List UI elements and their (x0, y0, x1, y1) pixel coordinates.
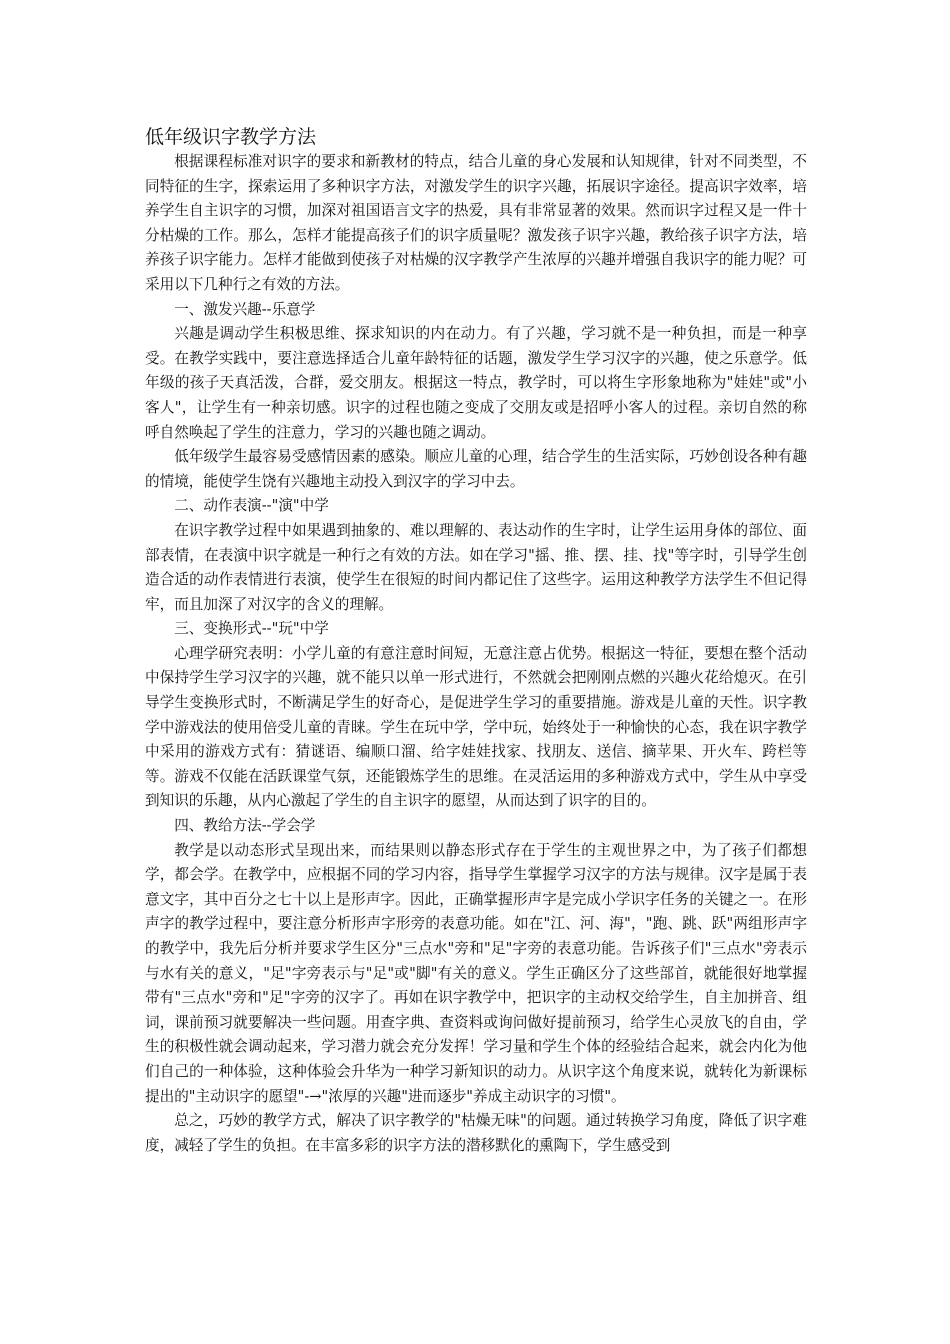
document-page (145, 124, 807, 1158)
section-1-paragraph-2: 低年级学生最容易受感情因素的感染。顺应儿童的心理，结合学生的生活实际，巧妙创设各种有趣的情境，能使学生饶有兴趣地主动投入到汉字的学习中去。 (145, 448, 807, 490)
document-title: 低年级识字教学方法 (145, 126, 317, 148)
section-4-paragraph: 教学是以动态形式呈现出来，而结果则以静态形式存在于学生的主观世界之中，为了孩子们都想学，都会学。在教学中，应根据不同的学习内容，指导学生掌握学习汉字的方法与规律。汉字是属于表意文字，其中百分之七十以上是形声字。因此，正确掌握形声字是完成小学识字任务的关键之一。在形声字的教学过程中，要注意分析形声字形旁的表意功能。如在"江、河、海"，"跑、跳、跃"两组形声字的教学中，我先后分析并要求学生区分"三点水"旁和"足"字旁的表意功能。告诉孩子们"三点水"旁表示与水有关的意义，"足"字旁表示与"足"或"脚"有关的意义。学生正确区分了这些部首，就能很好地掌握带有"三点水"旁和"足"字旁的汉字了。再如在识字教学中，把识字的主动权交给学生，自主加拼音、组词，课前预习就要解决一些问题。用查字典、查资料或询问做好提前预习，给学生心灵放飞的自由，学生的积极性就会调动起来，学习潜力就会充分发挥！学习量和学生个体的经验结合起来，就会内化为他们自己的一种体验，这种体验会升华为一种学习新知识的动力。从识字这个角度来说，就转化为新课标提出的"主动识字的愿望"-→"浓厚的兴趣"进而逐步"养成主动识字的习惯"。 (145, 841, 807, 1105)
section-heading-4: 四、教给方法--学会学 (174, 817, 316, 835)
section-heading-2: 二、动作表演--"演"中学 (174, 497, 329, 515)
conclusion-paragraph: 总之，巧妙的教学方式，解决了识字教学的"枯燥无味"的问题。通过转换学习角度，降低了识字难度，减轻了学生的负担。在丰富多彩的识字方法的潜移默化的熏陶下，学生感受到 (145, 1112, 807, 1154)
section-3-paragraph: 心理学研究表明：小学儿童的有意注意时间短，无意注意占优势。根据这一特征，要想在整个活动中保持学生学习汉字的兴趣，就不能只以单一形式进行，不然就会把刚刚点燃的兴趣火花给熄灭。在引导学生变换形式时，不断满足学生的好奇心，是促进学生学习的重要措施。游戏是儿童的天性。识字教学中游戏法的使用倍受儿童的青睐。学生在玩中学，学中玩，始终处于一种愉快的心态，我在识字教学中采用的游戏方式有：猜谜语、编顺口溜、给字娃娃找家、找朋友、送信、摘苹果、开火车、跨栏等等。游戏不仅能在活跃课堂气氛，还能锻炼学生的思维。在灵活运用的多种游戏方式中，学生从中享受到知识的乐趣，从内心激起了学生的自主识字的愿望，从而达到了识字的目的。 (145, 644, 807, 810)
section-heading-1: 一、激发兴趣--乐意学 (174, 300, 316, 318)
section-1-paragraph-1: 兴趣是调动学生积极思维、探求知识的内在动力。有了兴趣，学习就不是一种负担，而是一种享受。在教学实践中，要注意选择适合儿童年龄特征的话题，激发学生学习汉字的兴趣，使之乐意学。低年级的孩子天真活泼，合群，爱交朋友。根据这一特点，教学时，可以将生字形象地称为"娃娃"或"小客人"，让学生有一种亲切感。识字的过程也随之变成了交朋友或是招呼小客人的过程。亲切自然的称呼自然唤起了学生的注意力，学习的兴趣也随之调动。 (145, 325, 807, 441)
section-heading-3: 三、变换形式--"玩"中学 (174, 620, 329, 638)
intro-paragraph: 根据课程标准对识字的要求和新教材的特点，结合儿童的身心发展和认知规律，针对不同类型，不同特征的生字，探索运用了多种识字方法，对激发学生的识字兴趣，拓展识字途径。提高识字效率，培养学生自主识字的习惯，加深对祖国语言文字的热爱，具有非常显著的效果。然而识字过程又是一件十分枯燥的工作。那么，怎样才能提高孩子们的识字质量呢？激发孩子识字兴趣，教给孩子识字方法，培养孩子识字能力。怎样才能做到使孩子对枯燥的汉字教学产生浓厚的兴趣并增强自我识字的能力呢？可采用以下几种行之有效的方法。 (145, 153, 807, 293)
section-2-paragraph: 在识字教学过程中如果遇到抽象的、难以理解的、表达动作的生字时，让学生运用身体的部位、面部表情，在表演中识字就是一种行之有效的方法。如在学习"摇、推、摆、挂、找"等字时，引导学生创造合适的动作表情进行表演，使学生在很短的时间内都记住了这些字。运用这种教学方法学生不但记得牢，而且加深了对汉字的含义的理解。 (145, 521, 807, 613)
